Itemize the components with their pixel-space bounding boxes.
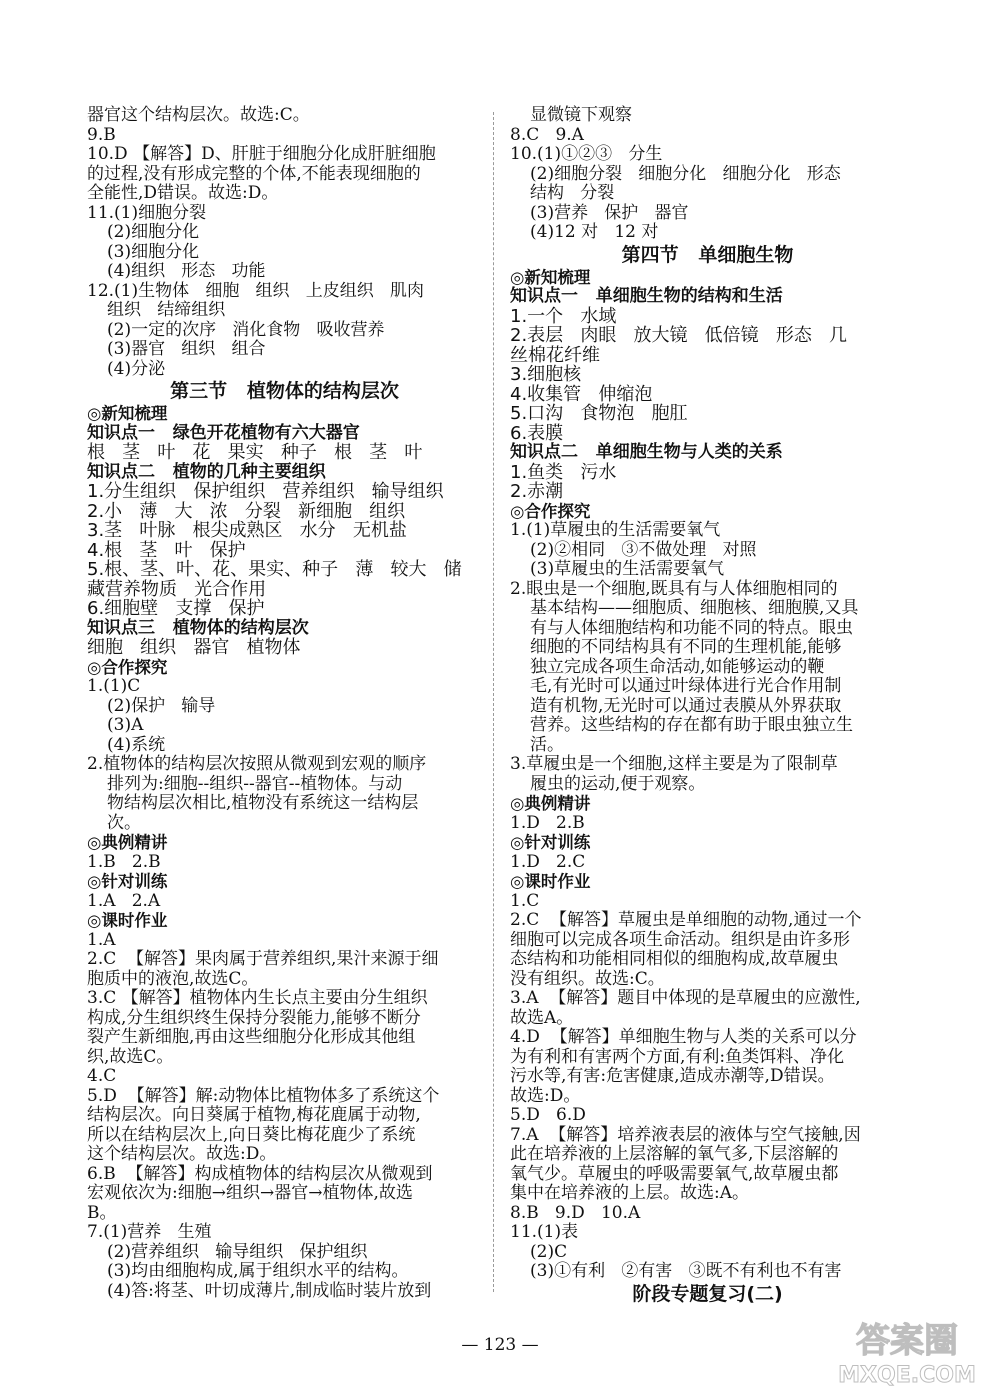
indented-line: 活。 xyxy=(530,734,564,755)
text-line: 5.D 【解答】解:动物体比植物体多了系统这个 xyxy=(87,1085,440,1106)
subheading: ◎课时作业 xyxy=(87,911,168,930)
indented-line: (3)均由细胞构成,属于组织水平的结构。 xyxy=(107,1261,409,1281)
text-line: 所以在结构层次上,向日葵比梅花鹿少了系统 xyxy=(87,1124,416,1145)
subheading: ◎合作探究 xyxy=(87,657,168,677)
indented-line: (3)细胞分化 xyxy=(107,241,200,262)
indented-line: (4)答:将茎、叶切成薄片,制成临时装片放到 xyxy=(107,1280,432,1301)
answer-line: 3.茎 叶脉 根尖成熟区 水分 无机盐 xyxy=(87,520,407,541)
indented-line: (3)器官 组织 组合 xyxy=(107,339,266,359)
indented-line: (2)保护 输导 xyxy=(107,695,216,716)
text-line: 1.A 2.A xyxy=(87,890,161,911)
text-line: 1.(1)C xyxy=(87,676,141,696)
answer-line: 1.一个 水域 xyxy=(510,305,617,327)
text-line: 1.C xyxy=(510,890,540,911)
text-line: 2.植物体的结构层次按照从微观到宏观的顺序 xyxy=(87,754,427,774)
text-line: 3.C 【解答】植物体内生长点主要由分生组织 xyxy=(87,988,428,1008)
text-line: 1.D 2.C xyxy=(510,851,586,872)
text-line: 10.D 【解答】D、肝脏于细胞分化成肝脏细胞 xyxy=(87,144,436,164)
answer-line: 2.小 薄 大 浓 分裂 新细胞 组织 xyxy=(87,500,406,522)
indented-line: 毛,有光时可以通过叶绿体进行光合作用制 xyxy=(530,676,842,696)
text-line: 没有组织。故选:C。 xyxy=(510,968,665,989)
section-title: 阶段专题复习(二) xyxy=(632,1282,783,1305)
text-line: 全能性,D错误。故选:D。 xyxy=(87,183,279,203)
text-line: 细胞可以完成各项生命活动。组织是由许多形 xyxy=(510,929,850,950)
text-line: 3.草履虫是一个细胞,这样主要是为了限制草 xyxy=(510,754,838,774)
text-line: 结构层次。向日葵属于植物,梅花鹿属于动物, xyxy=(87,1105,421,1125)
text-line: 污水等,有害:危害健康,造成赤潮等,D错误。 xyxy=(510,1066,835,1086)
knowledge-point-heading: 知识点一 绿色开花植物有六大器官 xyxy=(87,422,360,443)
text-line: 1.A xyxy=(87,929,116,950)
answer-line: 1.鱼类 污水 xyxy=(510,461,617,483)
indented-line: (3)A xyxy=(107,715,144,735)
section-title: 第四节 单细胞生物 xyxy=(621,243,794,266)
indented-line: 结构 分裂 xyxy=(530,183,615,203)
text-line: 10.(1)①②③ 分生 xyxy=(510,144,663,164)
text-line: 7.A 【解答】培养液表层的液体与空气接触,因 xyxy=(510,1124,861,1145)
text-line: 此在培养液的上层溶解的氧气多,下层溶解的 xyxy=(510,1144,839,1164)
answer-line: 3.细胞核 xyxy=(510,364,582,385)
indented-line: (2)C xyxy=(530,1241,568,1262)
text-line: 8.B 9.D 10.A xyxy=(510,1202,641,1223)
answer-line: 5.根、茎、叶、花、果实、种子 薄 较大 储 xyxy=(87,559,462,580)
text-line: 为有利和有害两个方面,有利:鱼类饵料、净化 xyxy=(510,1046,845,1067)
indented-line: 次。 xyxy=(107,812,141,833)
indented-line: (4)组织 形态 功能 xyxy=(107,261,266,281)
right-column xyxy=(510,106,905,1307)
text-line: 9.B xyxy=(87,124,116,145)
text-line: 故选:D。 xyxy=(510,1085,581,1106)
indented-line: (2)一定的次序 消化食物 吸收营养 xyxy=(107,319,385,340)
text-line: 11.(1)细胞分裂 xyxy=(87,202,207,223)
text-line: 4.D 【解答】单细胞生物与人类的关系可以分 xyxy=(510,1027,857,1047)
answer-line: 藏营养物质 光合作用 xyxy=(87,578,267,600)
text-line: 2.C 【解答】草履虫是单细胞的动物,通过一个 xyxy=(510,910,862,930)
text-line: 构成,分生组织终生保持分裂能力,能够不断分 xyxy=(87,1007,421,1028)
subheading: ◎合作探究 xyxy=(510,501,591,521)
answer-line: 4.根 茎 叶 保护 xyxy=(87,539,246,561)
text-line: 12.(1)生物体 细胞 组织 上皮组织 肌肉 xyxy=(87,280,424,301)
indented-line: (2)细胞分化 xyxy=(107,222,200,242)
text-line: 1.B 2.B xyxy=(87,851,161,872)
answer-line: 细胞 组织 器官 植物体 xyxy=(87,637,301,658)
watermark-logo xyxy=(832,1312,982,1390)
text-line: 2.C 【解答】果肉属于营养组织,果汁来源于细 xyxy=(87,949,439,969)
text-line: B。 xyxy=(87,1202,117,1223)
answer-line: 6.表膜 xyxy=(510,422,564,444)
subheading: ◎针对训练 xyxy=(510,833,591,852)
knowledge-point-heading: 知识点一 单细胞生物的结构和生活 xyxy=(510,286,783,306)
indented-line: 基本结构——细胞质、细胞核、细胞膜,又具 xyxy=(530,598,859,618)
answer-line: 2.表层 肉眼 放大镜 低倍镜 形态 几 xyxy=(510,325,847,346)
indented-line: 履虫的运动,便于观察。 xyxy=(530,773,706,794)
text-line: 的过程,没有形成完整的个体,不能表现细胞的 xyxy=(87,163,421,184)
section-title: 第三节 植物体的结构层次 xyxy=(170,380,399,402)
indented-line: 组织 结缔组织 xyxy=(107,300,226,320)
indented-line: 营养。这些结构的存在都有助于眼虫独立生 xyxy=(530,715,853,735)
indented-line: (2)营养组织 输导组织 保护组织 xyxy=(107,1241,368,1262)
text-line: 氧气少。草履虫的呼吸需要氧气,故草履虫都 xyxy=(510,1163,839,1184)
knowledge-point-heading: 知识点二 单细胞生物与人类的关系 xyxy=(510,442,783,462)
text-line: 3.A 【解答】题目中体现的是草履虫的应激性, xyxy=(510,988,861,1008)
answer-line: 根 茎 叶 花 果实 种子 根 茎 叶 xyxy=(87,442,423,463)
indented-line: (4)分泌 xyxy=(107,358,166,379)
text-line: 1.(1)草履虫的生活需要氧气 xyxy=(510,520,721,540)
text-line: 裂产生新细胞,再由这些细胞分化形成其他组 xyxy=(87,1027,416,1047)
subheading: ◎针对训练 xyxy=(87,872,168,891)
knowledge-point-heading: 知识点三 植物体的结构层次 xyxy=(87,617,309,638)
answer-line: 6.细胞壁 支撑 保护 xyxy=(87,598,265,619)
text-line: 集中在培养液的上层。故选:A。 xyxy=(510,1183,750,1203)
svg-text:MXQE.COM: MXQE.COM xyxy=(838,1363,976,1388)
subheading: ◎课时作业 xyxy=(510,872,591,891)
page-number: — 123 — xyxy=(461,1335,539,1355)
indented-line: 造有机物,无光时可以通过表膜从外界获取 xyxy=(530,695,842,716)
subheading: ◎新知梳理 xyxy=(87,404,168,423)
indented-line: (2)细胞分裂 细胞分化 细胞分化 形态 xyxy=(530,163,841,184)
column-divider xyxy=(493,112,494,1292)
indented-line: 独立完成各项生命活动,如能够运动的鞭 xyxy=(530,656,825,677)
answer-line: 丝棉花纤维 xyxy=(510,344,600,366)
indented-line: (2)②相同 ③不做处理 对照 xyxy=(530,539,757,560)
indented-line: (4)系统 xyxy=(107,734,166,755)
text-line: 态结构和功能相同相似的细胞构成,故草履虫 xyxy=(510,949,839,969)
answer-line: 5.口沟 食物泡 胞肛 xyxy=(510,403,688,424)
text-line: 5.D 6.D xyxy=(510,1105,586,1125)
answer-line: 2.赤潮 xyxy=(510,481,564,502)
text-line: 这个结构层次。故选:D。 xyxy=(87,1144,277,1164)
indented-line: (3)草履虫的生活需要氧气 xyxy=(530,559,725,579)
indented-line: 细胞的不同结构具有不同的生理机能,能够 xyxy=(530,637,842,657)
text-line: 故选A。 xyxy=(510,1007,574,1028)
answer-line: 1.分生组织 保护组织 营养组织 输导组织 xyxy=(87,481,444,502)
text-line: 胞质中的液泡,故选C。 xyxy=(87,968,259,989)
indented-line: 有与人体细胞结构和功能不同的特点。眼虫 xyxy=(530,617,853,638)
indented-line: 显微镜下观察 xyxy=(530,105,632,125)
text-line: 6.B 【解答】构成植物体的结构层次从微观到 xyxy=(87,1163,433,1184)
indented-line: 排列为:细胞--组织--器官--植物体。与动 xyxy=(107,773,403,794)
subheading: ◎新知梳理 xyxy=(510,267,591,287)
indented-line: (4)12 对 12 对 xyxy=(530,222,659,242)
text-line: 宏观依次为:细胞→组织→器官→植物体,故选 xyxy=(87,1183,413,1203)
text-line: 器官这个结构层次。故选:C。 xyxy=(87,105,310,125)
indented-line: (3)营养 保护 器官 xyxy=(530,202,689,223)
text-line: 4.C xyxy=(87,1066,117,1086)
subheading: ◎典例精讲 xyxy=(510,794,591,813)
svg-text:答案圈: 答案圈 xyxy=(856,1321,958,1361)
answer-line: 4.收集管 伸缩泡 xyxy=(510,383,653,405)
indented-line: 物结构层次相比,植物没有系统这一结构层 xyxy=(107,793,419,813)
text-line: 1.D 2.B xyxy=(510,812,585,833)
text-line: 织,故选C。 xyxy=(87,1046,174,1067)
text-line: 8.C 9.A xyxy=(510,124,584,145)
text-line: 2.眼虫是一个细胞,既具有与人体细胞相同的 xyxy=(510,578,838,599)
left-column xyxy=(87,106,482,1301)
subheading: ◎典例精讲 xyxy=(87,833,168,852)
knowledge-point-heading: 知识点二 植物的几种主要组织 xyxy=(87,461,326,482)
text-line: 7.(1)营养 生殖 xyxy=(87,1222,212,1242)
indented-line: (3)①有利 ②有害 ③既不有利也不有害 xyxy=(530,1261,842,1281)
text-line: 11.(1)表 xyxy=(510,1222,579,1242)
